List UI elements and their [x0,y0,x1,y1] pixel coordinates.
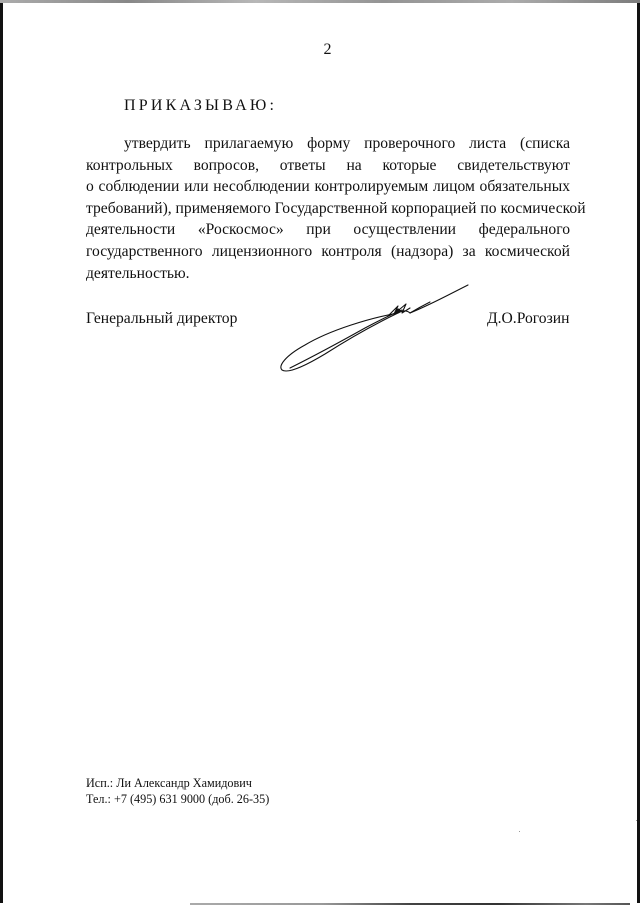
signer-name: Д.О.Рогозин [487,310,570,327]
executor-name: Исп.: Ли Александр Хамидович [86,776,252,790]
signature-icon [270,280,480,380]
body-line: утвердить прилагаемую форму проверочного листа (списка [124,135,570,152]
body-line: контрольных вопросов, ответы на которые свидетельствуют [86,156,570,174]
scan-speck [636,820,637,821]
executor-phone: Тел.: +7 (495) 631 9000 (доб. 26-35) [86,791,270,806]
body-line: деятельностью. [86,264,190,282]
body-line: о соблюдении или несоблюдении контролируемым лицом обязательных [86,178,570,196]
order-heading: ПРИКАЗЫВАЮ: [124,97,278,114]
body-line: деятельности «Роскосмос» при осуществлении федерального [86,221,570,239]
scan-edge-left [0,3,3,903]
scan-speck [519,831,520,832]
scan-edge-top [0,0,640,3]
order-body-paragraph [86,133,586,284]
signer-title: Генеральный директор [86,310,238,327]
body-line: требований), применяемого Государственной корпорацией по космической [86,199,586,217]
body-line: государственного лицензионного контроля (надзора) за космической [86,242,570,260]
page-number: 2 [323,41,332,58]
executor-block [86,776,269,807]
